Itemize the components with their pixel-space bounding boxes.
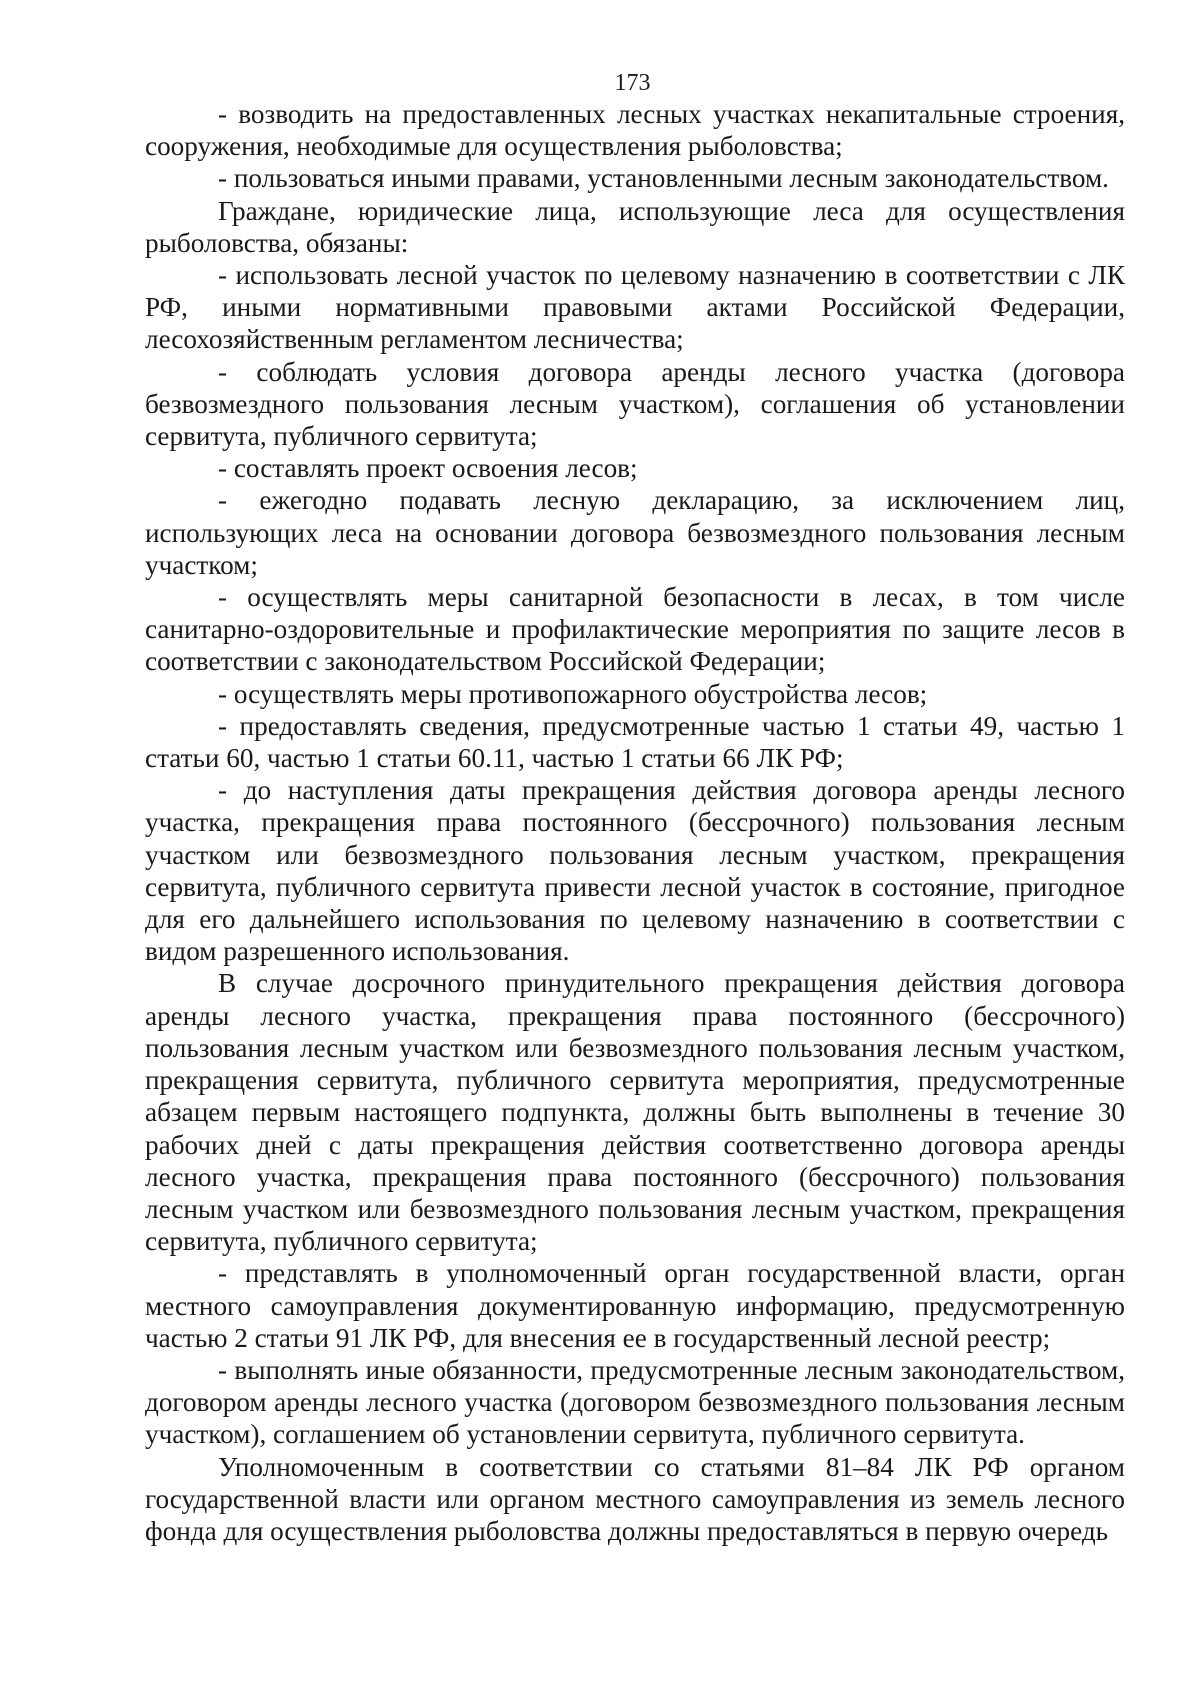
- paragraph: В случае досрочного принудительного прекращения действия договора аренды лесного участка, прекращения права постоянного (бессрочного) пользования лесным участком или безвозмездного пользования лесным участком, прекращения сервитута, публичного сервитута мероприятия, предусмотренные абзацем первым настоящего подпункта, должны быть выполнены в течение 30 рабочих дней с даты прекращения действия соответственно договора аренды лесного участка, прекращения права постоянного (бессрочного) пользования лесным участком или безвозмездного пользования лесным участком, прекращения сервитута, публичного сервитута;: [145, 968, 1125, 1257]
- body-text: [145, 98, 1125, 1547]
- paragraph: - выполнять иные обязанности, предусмотренные лесным законодательством, договором аренды лесного участка (договором безвозмездного пользования лесным участком), соглашением об установлении сервитута, публичного сервитута.: [145, 1354, 1125, 1450]
- paragraph: - составлять проект освоения лесов;: [218, 453, 638, 484]
- paragraph: - предоставлять сведения, предусмотренные частью 1 статьи 49, частью 1 статьи 60, частью 1 статьи 60.11, частью 1 статьи 66 ЛК РФ;: [145, 710, 1125, 774]
- paragraph: - осуществлять меры санитарной безопасности в лесах, в том числе санитарно-оздоровительные и профилактические мероприятия по защите лесов в соответствии с законодательством Российской Федерации;: [145, 582, 1125, 677]
- paragraph: Уполномоченным в соответствии со статьями 81–84 ЛК РФ органом государственной власти или органом местного самоуправления из земель лесного фонда для осуществления рыболовства должны предоставляться в первую очередь: [145, 1451, 1125, 1546]
- paragraph: - возводить на предоставленных лесных участках некапитальные строения, сооружения, необходимые для осуществления рыболовства;: [145, 99, 1125, 162]
- paragraph: - соблюдать условия договора аренды лесного участка (договора безвозмездного пользования лесным участком), соглашения об установлении сервитута, публичного сервитута;: [145, 356, 1125, 452]
- paragraph: - ежегодно подавать лесную декларацию, за исключением лиц, использующих леса на основании договора безвозмездного пользования лесным участком;: [145, 485, 1125, 580]
- paragraph: - осуществлять меры противопожарного обустройства лесов;: [218, 678, 928, 709]
- paragraph: - представлять в уполномоченный орган государственной власти, орган местного самоуправления документированную информацию, предусмотренную частью 2 статьи 91 ЛК РФ, для внесения ее в государственный лесной реестр;: [145, 1258, 1125, 1353]
- paragraph: Граждане, юридические лица, использующие леса для осуществления рыболовства, обязаны:: [145, 195, 1125, 258]
- paragraph: - до наступления даты прекращения действия договора аренды лесного участка, прекращения права постоянного (бессрочного) пользования лесным участком или безвозмездного пользования лесным участком, прекращения сервитута, публичного сервитута привести лесной участок в состояние, пригодное для его дальнейшего использования по целевому назначению в соответствии с видом разрешенного использования.: [145, 775, 1125, 967]
- paragraph: - использовать лесной участок по целевому назначению в соответствии с ЛК РФ, иными нормативными правовыми актами Российской Федерации, лесохозяйственным регламентом лесничества;: [145, 260, 1125, 355]
- page-number: 173: [614, 70, 651, 96]
- paragraph: - пользоваться иными правами, установленными лесным законодательством.: [218, 163, 1109, 194]
